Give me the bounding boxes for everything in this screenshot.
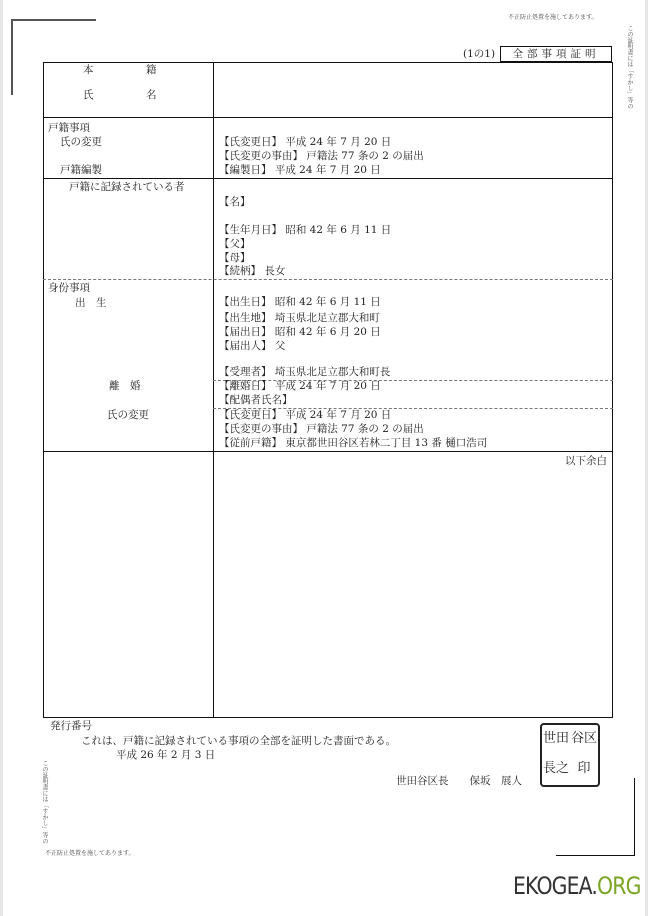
entry-line: 【氏変更日】 平成 24 年 7 月 20 日 — [219, 136, 392, 148]
person-father: 【父】 — [219, 238, 251, 250]
item-label: 戸籍編製 — [60, 164, 102, 176]
page-indicator: (1の1) — [463, 48, 496, 60]
person-mother: 【母】 — [219, 252, 251, 264]
logo-tld: ORG — [597, 872, 641, 900]
seal-char: 長之 — [542, 761, 569, 776]
anti-forgery-notice: 不正防止処置を施してあります。 — [508, 14, 598, 21]
row-divider — [43, 178, 613, 179]
item-label: 氏の変更 — [107, 409, 149, 421]
table-border — [43, 62, 44, 718]
item-label: 出 生 — [75, 297, 107, 309]
item-label: 離 婚 — [109, 380, 141, 392]
logo-brand: EKOGEA. — [513, 872, 598, 900]
entry-line: 【受理者】 埼玉県北足立郡大和町長 — [219, 366, 391, 378]
entry-line: 【出生日】 昭和 42 年 6 月 11 日 — [219, 296, 381, 308]
item-label: 氏の変更 — [60, 136, 102, 148]
watermark-side-notice: この証明書には「すかし」等の — [41, 760, 48, 844]
section-koseki-jiko: 戸籍事項 — [48, 122, 90, 134]
watermark-side-notice: この証明書には「すかし」等の — [626, 25, 633, 109]
section-person: 戸籍に記録されている者 — [69, 181, 185, 193]
person-name: 【名】 — [219, 196, 251, 208]
row-divider — [43, 451, 613, 452]
seal-char: 印 — [577, 761, 591, 776]
ekogea-watermark-logo — [513, 872, 641, 900]
honseki-label: 本 籍 — [83, 64, 157, 76]
column-divider — [213, 62, 214, 718]
corner-mark-bottom-right — [556, 855, 635, 856]
official-seal — [540, 723, 600, 787]
row-divider-dashed — [43, 279, 613, 280]
table-border — [43, 717, 613, 718]
entry-line: 【届出人】 父 — [219, 340, 286, 352]
entry-line: 【届出日】 昭和 42 年 6 月 20 日 — [219, 326, 381, 338]
entry-line: 【編製日】 平成 24 年 7 月 20 日 — [219, 164, 381, 176]
corner-mark-top-left — [11, 19, 96, 21]
entry-line: 【氏変更日】 平成 24 年 7 月 20 日 — [219, 409, 392, 421]
entry-line: 【氏変更の事由】 戸籍法 77 条の 2 の届出 — [219, 423, 424, 435]
section-mibun-jiko: 身份事項 — [48, 282, 90, 294]
entry-line: 【配偶者氏名】 — [219, 394, 293, 406]
entry-line: 【離婚日】 平成 24 年 7 月 20 日 — [219, 380, 381, 392]
issue-number-label: 発行番号 — [50, 720, 92, 732]
certificate-title: 全部事項証明 — [500, 46, 612, 62]
table-border — [612, 62, 613, 718]
end-mark: 以下余白 — [565, 455, 607, 467]
corner-mark-top-left — [11, 19, 13, 95]
koseki-certificate-page — [3, 0, 645, 916]
entry-line: 【氏変更の事由】 戸籍法 77 条の 2 の届出 — [219, 150, 424, 162]
corner-mark-bottom-right — [634, 778, 635, 856]
entry-line: 【従前戸籍】 東京都世田谷区若林二丁目 13 番 樋口浩司 — [219, 437, 488, 449]
certification-statement: これは、戸籍に記録されている事項の全部を証明した書面である。 — [81, 735, 396, 747]
seal-char: 世田 — [542, 731, 569, 746]
entry-line: 【出生地】 埼玉県北足立郡大和町 — [219, 312, 380, 324]
row-divider — [43, 117, 613, 118]
shimei-label: 氏 名 — [83, 89, 157, 101]
person-birthdate: 【生年月日】 昭和 42 年 6 月 11 日 — [219, 224, 392, 236]
anti-forgery-notice: 不正防止処置を施してあります。 — [45, 850, 135, 857]
issue-date: 平成 26 年 2 月 3 日 — [116, 749, 216, 761]
person-relation: 【続柄】 長女 — [219, 265, 286, 277]
signatory: 世田谷区長 保坂 展人 — [396, 775, 522, 787]
seal-char: 谷区 — [570, 731, 597, 746]
